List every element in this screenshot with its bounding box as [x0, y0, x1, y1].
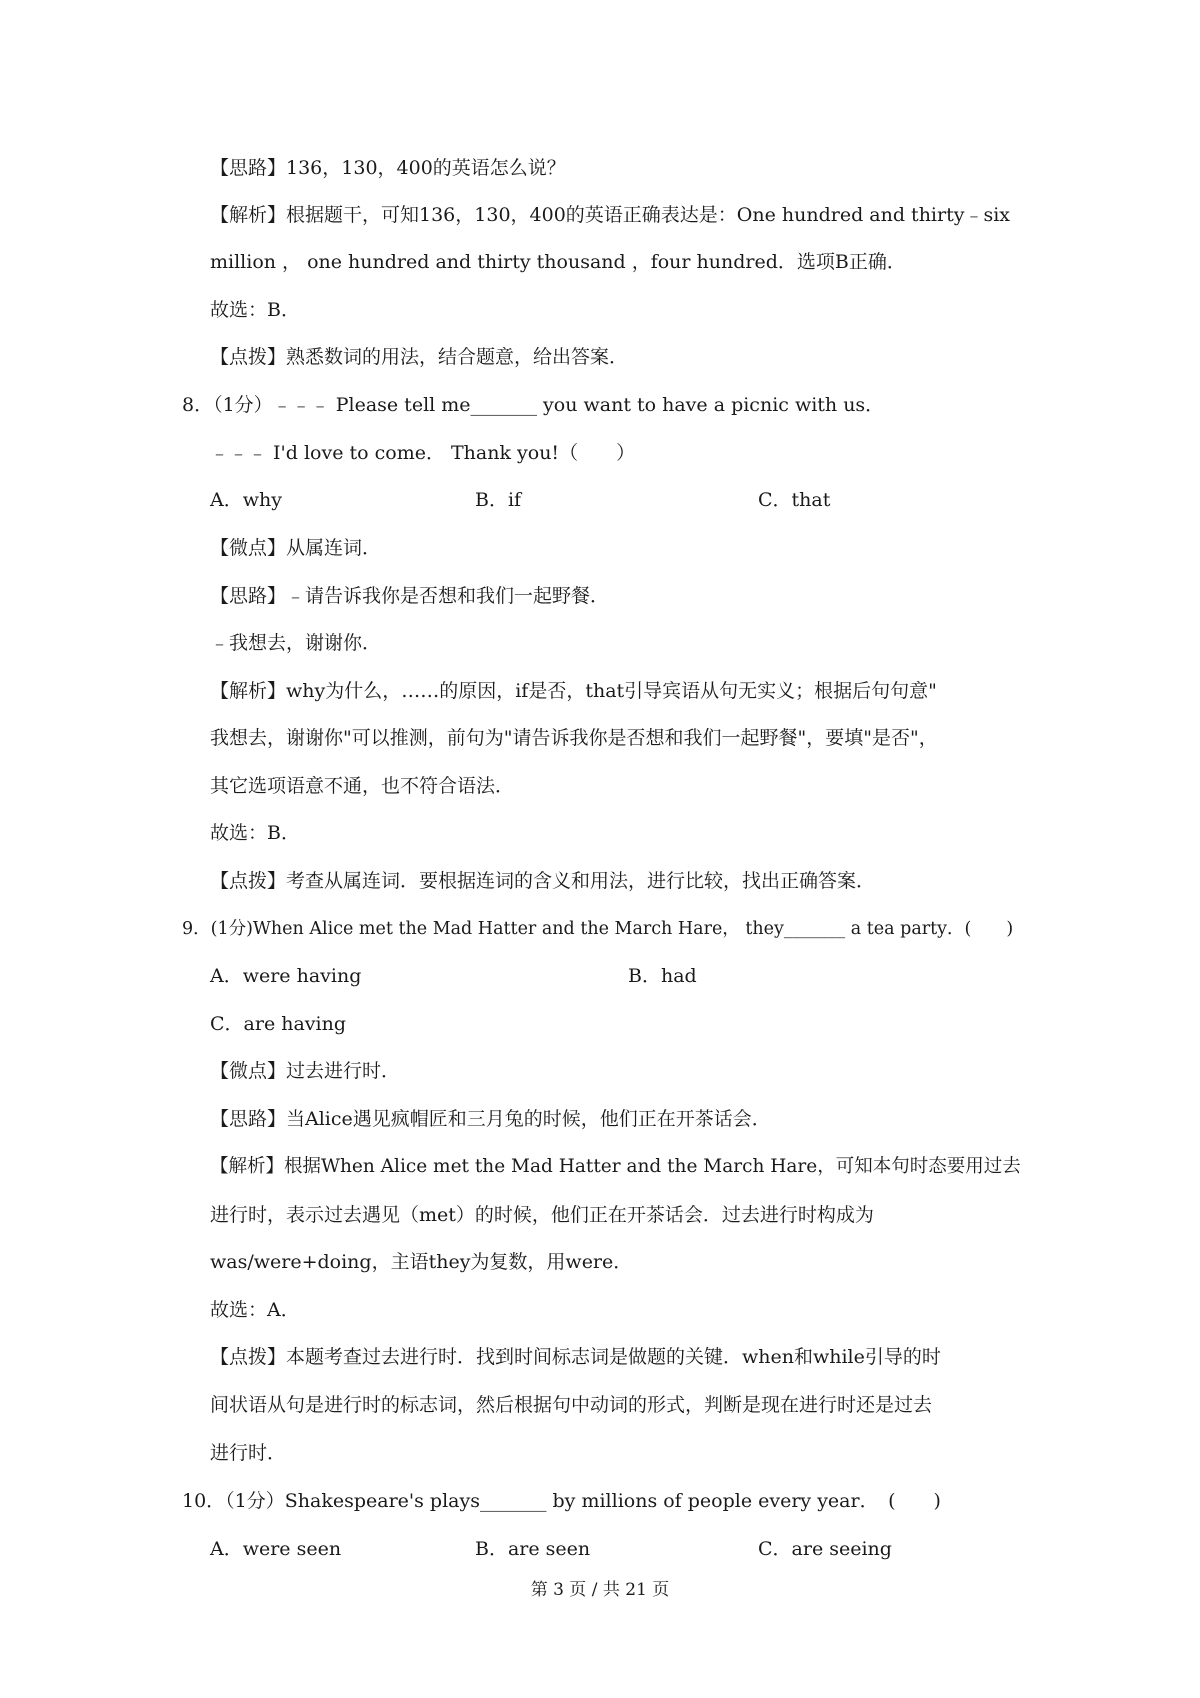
q7-jiexi-line: 【解析】根据题干，可知136，130，400的英语正确表达是：One hundred and thirty﹣six: [210, 204, 1011, 226]
q9-jiexi-3: was/were+doing，主语they为复数，用were．: [210, 1251, 633, 1273]
q9-option-a: A．were having: [210, 965, 362, 987]
q8-option-c: C．that: [758, 489, 831, 511]
q8-dianbo: 【点拨】考查从属连词．要根据连词的含义和用法，进行比较，找出正确答案．: [210, 870, 876, 892]
q9-option-b: B．had: [628, 965, 697, 987]
q9-jiexi-2: 进行时，表示过去遇见（met）的时候，他们正在开茶话会．过去进行时构成为: [210, 1204, 874, 1226]
q8-weidian: 【微点】从属连词．: [210, 537, 382, 559]
q10-option-a: A．were seen: [210, 1538, 342, 1560]
q9-dianbo-2: 间状语从句是进行时的标志词，然后根据句中动词的形式，判断是现在进行时还是过去: [210, 1394, 933, 1416]
q9-stem: 9．(1分)When Alice met the Mad Hatter and the March Hare， they_______ a tea party．( ): [182, 919, 1014, 939]
page-footer: 第 3 页 / 共 21 页: [530, 1580, 670, 1600]
q8-answer: 故选：B．: [210, 822, 300, 844]
q7-silu-line: 【思路】136，130，400的英语怎么说？: [210, 157, 566, 179]
q8-jiexi-3: 其它选项语意不通，也不符合语法．: [210, 775, 515, 797]
q10-option-c: C．are seeing: [758, 1538, 892, 1560]
q9-weidian: 【微点】过去进行时．: [210, 1060, 401, 1082]
q10-option-b: B．are seen: [475, 1538, 591, 1560]
q8-jiexi-2: 我想去，谢谢你"可以推测，前句为"请告诉我你是否想和我们一起野餐"，要填"是否"，: [210, 727, 938, 749]
q8-option-a: A．why: [210, 489, 282, 511]
q9-dianbo: 【点拨】本题考查过去进行时．找到时间标志词是做题的关键．when和while引导的时: [210, 1346, 941, 1368]
q9-jiexi: 【解析】根据When Alice met the Mad Hatter and the March Hare，可知本句时态要用过去: [210, 1156, 1021, 1177]
q8-jiexi: 【解析】why为什么，……的原因，if是否，that引导宾语从句无实义；根据后句句意": [210, 680, 937, 702]
q9-answer: 故选：A．: [210, 1299, 300, 1321]
q8-stem: 8．（1分）﹣﹣﹣ Please tell me_______ you want to have a picnic with us．: [182, 394, 885, 416]
q9-option-c: C．are having: [210, 1013, 347, 1035]
q7-jiexi-line-2: million ， one hundred and thirty thousand ，four hundred．选项B正确．: [210, 251, 906, 273]
q8-stem-2: ﹣﹣﹣ I'd love to come． Thank you!（ ）: [210, 442, 636, 464]
q8-silu: 【思路】﹣请告诉我你是否想和我们一起野餐．: [210, 585, 610, 607]
q10-stem: 10．（1分）Shakespeare's plays_______ by millions of people every year． ( ): [182, 1490, 941, 1512]
q7-answer-line: 故选：B．: [210, 299, 300, 321]
q9-silu: 【思路】当Alice遇见疯帽匠和三月兔的时候，他们正在开茶话会．: [210, 1108, 771, 1130]
q8-option-b: B．if: [475, 489, 522, 511]
q9-dianbo-3: 进行时．: [210, 1442, 287, 1464]
q8-silu-2: ﹣我想去，谢谢你．: [210, 632, 382, 654]
q7-dianbo-line: 【点拨】熟悉数词的用法，结合题意，给出答案．: [210, 346, 629, 368]
